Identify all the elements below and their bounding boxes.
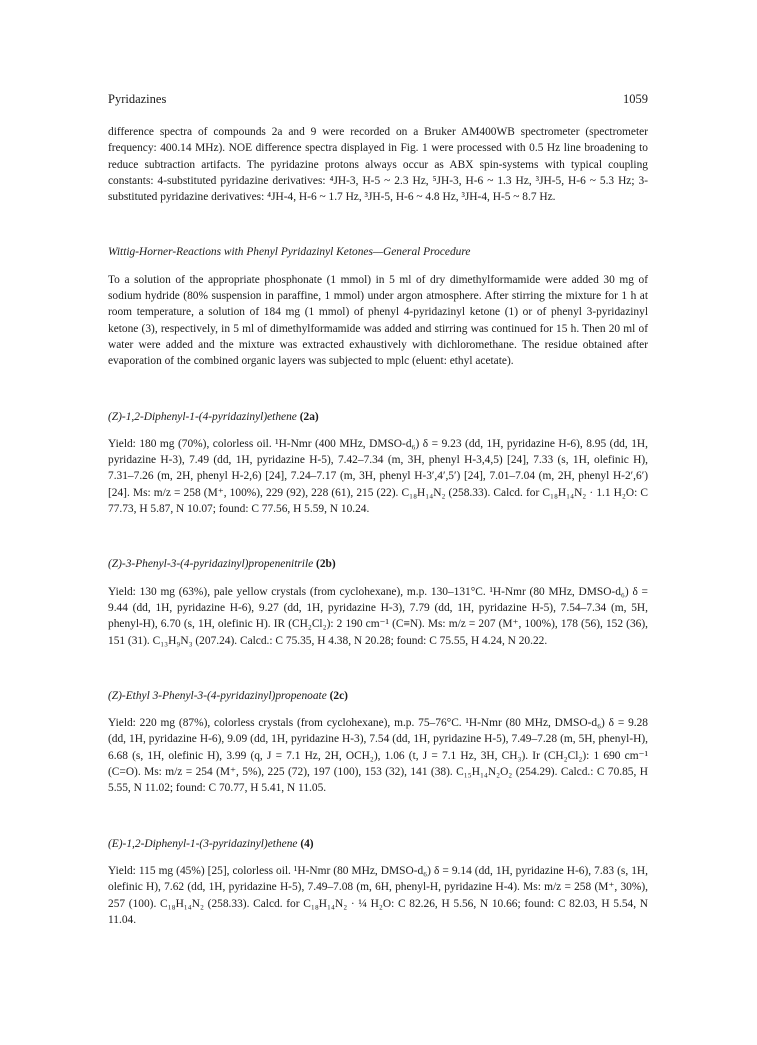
compound-2c-paragraph: Yield: 220 mg (87%), colorless crystals (from cyclohexane), m.p. 75–76°C. ¹H-Nmr (80 MHz, DMSO-d₆) δ = 9.28 (dd, 1H, pyridazine H-6), 9.09 (dd, 1H, pyridazine H-3), 7.54 (dd, 1H, pyridazine H-5), 7.49–7.28 (m, 5H, phenyl-H), 6.68 (s, 1H, olefinic H), 3.99 (q, J = 7.1 Hz, 2H, OCH₂), 1.06 (t, J = 7.1 Hz, 3H, CH₃). Ir (CH₂Cl₂): 1 690 cm⁻¹ (C=O). Ms: m/z = 254 (M⁺, 5%), 225 (72), 197 (100), 153 (32), 141 (38). C₁₅H₁₄N₂O₂ (254.29). Calcd.: C 70.85, H 5.55, N 11.02; found: C 70.77, H 5.41, N 11.05. — [108, 717, 648, 795]
compound-2c-label: (2c) — [329, 689, 348, 702]
page-number: 1059 — [623, 92, 648, 106]
running-title: Pyridazines — [108, 92, 167, 106]
compound-2a-name: (Z)-1,2-Diphenyl-1-(4-pyridazinyl)ethene — [108, 410, 297, 423]
intro-paragraph: difference spectra of compounds 2a and 9 were recorded on a Bruker AM400WB spectrometer (spectrometer frequency: 400.14 MHz). NOE difference spectra displayed in Fig. 1 were processed with 0.5 Hz line broadening to reduce subtraction artifacts. The pyridazine protons always occur as ABX spin-systems with typical coupling constants: 4-substituted pyridazine derivatives: ⁴JH-3, H-5 ~ 2.3 Hz, ⁵JH-3, H-6 ~ 1.3 Hz, ³JH-5, H-6 ~ 5.3 Hz; 3-substituted pyridazine derivatives: ⁴JH-4, H-6 ~ 1.7 Hz, ³JH-5, H-6 ~ 4.8 Hz, ³JH-4, H-5 ~ 8.7 Hz. — [108, 126, 648, 204]
compound-2a-heading — [108, 409, 648, 425]
compound-2a-label: (2a) — [299, 410, 319, 423]
compound-2b-heading — [108, 556, 648, 572]
body-text — [108, 124, 648, 928]
compound-2b-label: (2b) — [316, 558, 336, 571]
compound-4-heading — [108, 836, 648, 852]
compound-4-paragraph: Yield: 115 mg (45%) [25], colorless oil. ¹H-Nmr (80 MHz, DMSO-d₆) δ = 9.14 (dd, 1H, pyridazine H-6), 7.83 (s, 1H, olefinic H), 7.62 (dd, 1H, pyridazine H-5), 7.49–7.08 (m, 6H, phenyl-H, pyridazine H-4). Ms: m/z = 258 (M⁺, 30%), 257 (100). C₁₈H₁₄N₂ (258.33). Calcd. for C₁₈H₁₄N₂ · ¼ H₂O: C 82.26, H 5.56, N 10.66; found: C 82.03, H 5.54, N 11.04. — [108, 864, 648, 926]
compound-2c-name: (Z)-Ethyl 3-Phenyl-3-(4-pyridazinyl)propenoate — [108, 689, 327, 702]
compound-4-name: (E)-1,2-Diphenyl-1-(3-pyridazinyl)ethene — [108, 837, 298, 850]
compound-2b-paragraph: Yield: 130 mg (63%), pale yellow crystals (from cyclohexane), m.p. 130–131°C. ¹H-Nmr (80 MHz, DMSO-d₆) δ = 9.44 (dd, 1H, pyridazine H-6), 9.27 (dd, 1H, pyridazine H-3), 7.79 (dd, 1H, pyridazine H-5), 7.54–7.34 (m, 5H, phenyl-H), 6.70 (s, 1H, olefinic H). IR (CH₂Cl₂): 2 190 cm⁻¹ (C≡N). Ms: m/z = 207 (M⁺, 100%), 178 (56), 152 (36), 151 (31). C₁₃H₉N₃ (207.24). Calcd.: C 75.35, H 4.38, N 20.28; found: C 75.55, H 4.24, N 20.22. — [108, 585, 648, 647]
compound-2c-heading — [108, 688, 648, 704]
general-procedure-heading: Wittig-Horner-Reactions with Phenyl Pyridazinyl Ketones—General Procedure — [108, 246, 471, 259]
compound-2b-name: (Z)-3-Phenyl-3-(4-pyridazinyl)propenenitrile — [108, 558, 314, 571]
compound-4-label: (4) — [300, 837, 314, 850]
compound-2a-paragraph: Yield: 180 mg (70%), colorless oil. ¹H-Nmr (400 MHz, DMSO-d₆) δ = 9.23 (dd, 1H, pyridazine H-6), 8.95 (dd, 1H, pyridazine H-3), 7.49 (dd, 1H, pyridazine H-5), 7.42–7.34 (m, 3H, phenyl H-3,4,5) [24], 7.33 (s, 1H, olefinic H), 7.31–7.26 (m, 2H, phenyl H-2,6) [24], 7.24–7.17 (m, 3H, phenyl H-3′,4′,5′) [24], 7.01–7.04 (m, 2H, phenyl H-2′,6′) [24]. Ms: m/z = 258 (M⁺, 100%), 229 (92), 228 (61), 215 (22). C₁₈H₁₄N₂ (258.33). Calcd. for C₁₈H₁₄N₂ · 1.1 H₂O: C 77.73, H 5.87, N 10.07; found: C 77.56, H 5.59, N 10.24. — [108, 437, 648, 516]
general-procedure-paragraph: To a solution of the appropriate phosphonate (1 mmol) in 5 ml of dry dimethylformamide were added 30 mg of sodium hydride (80% suspension in paraffine, 1 mmol) under argon atmosphere. After stirring the mixture for 1 h at room temperature, a solution of 184 mg (1 mmol) of phenyl 4-pyridazinyl ketone (1) or of phenyl 3-pyridazinyl ketone (3), respectively, in 5 ml of dimethylformamide was added and stirring was continued for 15 h. Then 20 ml of water were added and the mixture was extracted exhaustively with dichloromethane. The residue obtained after evaporation of the combined organic layers was subjected to mplc (eluent: ethyl acetate). — [108, 273, 648, 368]
